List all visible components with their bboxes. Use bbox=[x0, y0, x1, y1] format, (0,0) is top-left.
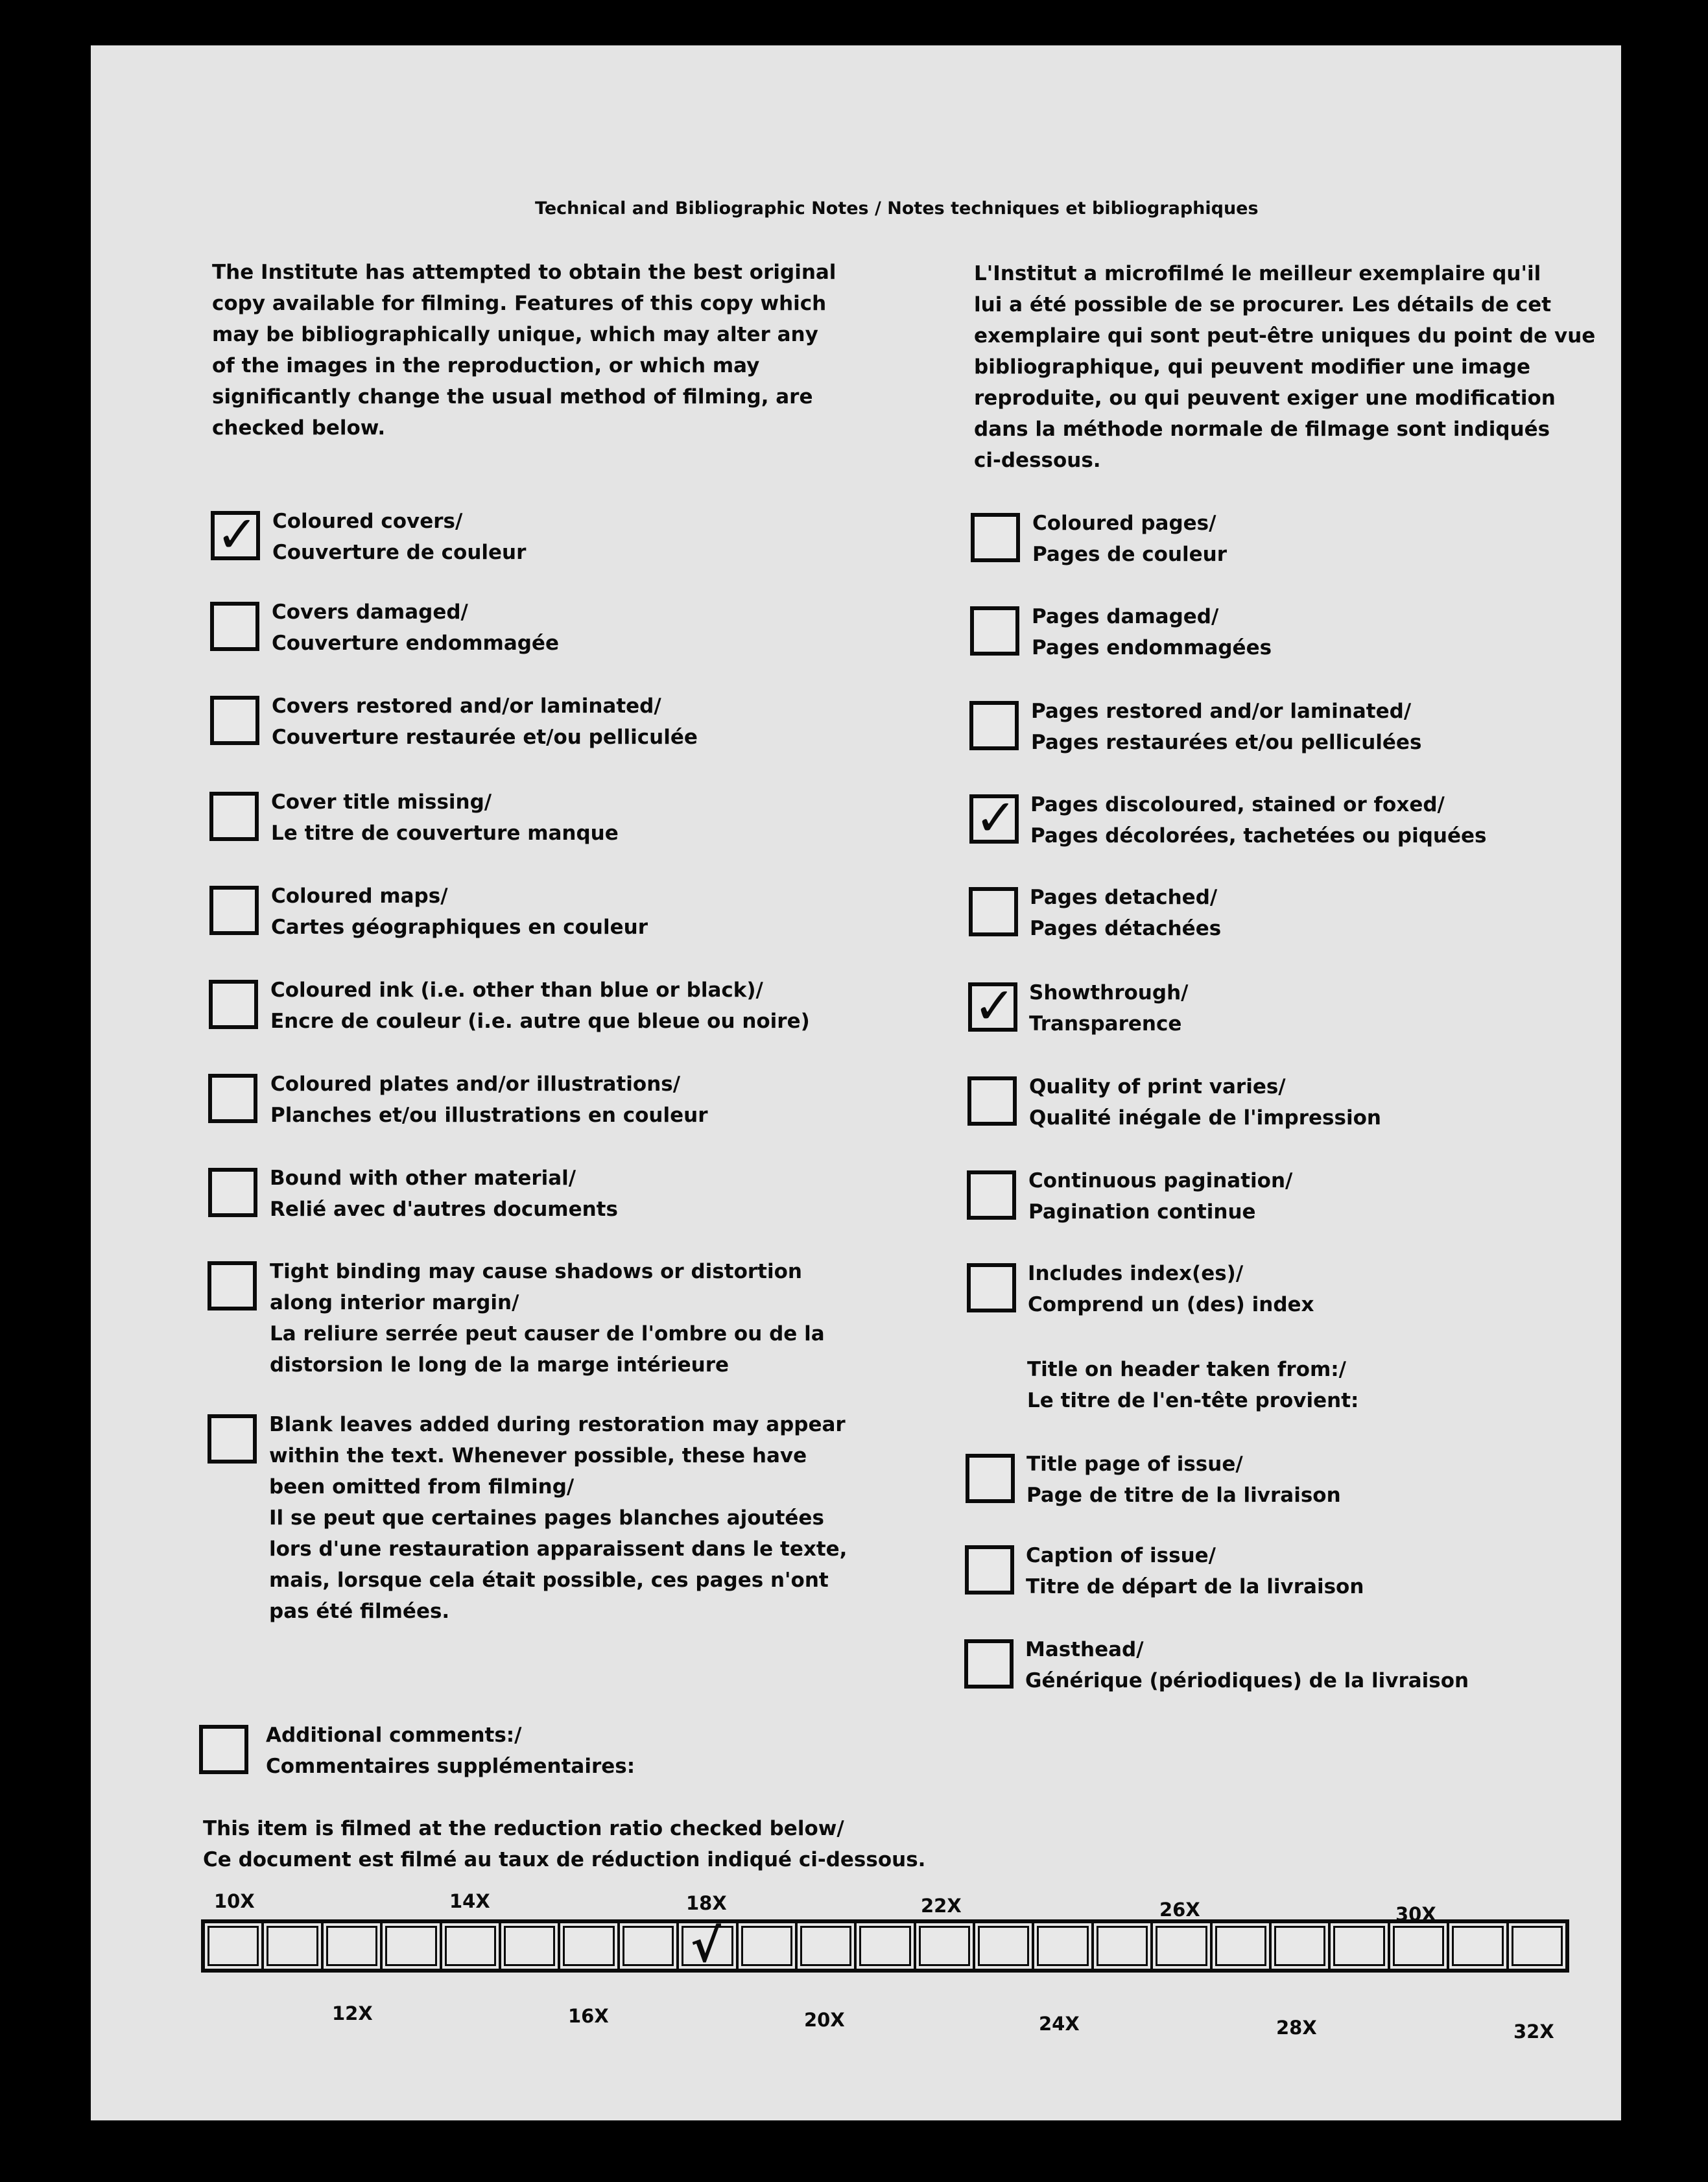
right-item-label bbox=[1026, 1540, 1364, 1602]
ratio-cell[interactable] bbox=[854, 1923, 913, 1969]
checkmark-icon: ✓ bbox=[973, 977, 1016, 1036]
right-item-label-line: Pages détachées bbox=[1030, 917, 1222, 940]
left-item-label-line: Covers restored and/or laminated/ bbox=[272, 694, 661, 718]
ratio-cell-outline bbox=[504, 1926, 555, 1966]
ratio-cell[interactable] bbox=[617, 1923, 676, 1969]
right-item-checkbox[interactable] bbox=[966, 1454, 1015, 1503]
intro-french bbox=[974, 258, 1595, 476]
left-item-label bbox=[270, 1163, 618, 1225]
intro-line: L'Institut a microfilmé le meilleur exemplaire qu'il bbox=[974, 262, 1541, 285]
ratio-label-bottom: 28X bbox=[1276, 2017, 1317, 2039]
left-item-checkbox[interactable] bbox=[208, 1168, 257, 1217]
ratio-label-top: 30X bbox=[1395, 1903, 1436, 1925]
right-item-checkbox[interactable] bbox=[967, 1076, 1017, 1126]
right-item-label bbox=[1032, 508, 1227, 570]
left-item-label-line: Couverture restaurée et/ou pelliculée bbox=[272, 726, 698, 749]
left-item-label-line: distorsion le long de la marge intérieure bbox=[270, 1353, 729, 1377]
right-item-label bbox=[1029, 1071, 1381, 1133]
additional-comments-checkbox[interactable] bbox=[199, 1725, 248, 1774]
left-item-label bbox=[272, 597, 559, 659]
left-item-label-line: Le titre de couverture manque bbox=[271, 822, 619, 845]
intro-line: copy available for filming. Features of this copy which bbox=[212, 292, 827, 315]
right-item-label bbox=[1025, 1634, 1469, 1696]
ratio-cell[interactable] bbox=[440, 1923, 499, 1969]
ratio-cell[interactable] bbox=[261, 1923, 320, 1969]
ratio-cell-outline bbox=[1333, 1926, 1384, 1966]
ratio-cell[interactable] bbox=[1091, 1923, 1150, 1969]
right-item-label-line: Showthrough/ bbox=[1029, 981, 1189, 1004]
ratio-label-bottom: 24X bbox=[1039, 2013, 1080, 2035]
additional-comments-label-line: Additional comments:/ bbox=[266, 1724, 522, 1747]
right-item-checkbox[interactable] bbox=[970, 606, 1019, 656]
intro-line: may be bibliographically unique, which may alter any bbox=[212, 323, 818, 346]
left-item-label-line: Relié avec d'autres documents bbox=[270, 1198, 618, 1221]
left-item-checkbox[interactable] bbox=[209, 886, 259, 935]
left-item-checkbox[interactable] bbox=[210, 696, 259, 745]
right-item-label-line: Pages detached/ bbox=[1030, 886, 1218, 909]
ratio-cell[interactable] bbox=[973, 1923, 1032, 1969]
right-item-checkbox[interactable] bbox=[967, 1170, 1016, 1220]
right-item-label-line: Comprend un (des) index bbox=[1028, 1293, 1314, 1316]
left-item-label-line: Covers damaged/ bbox=[272, 600, 468, 624]
ratio-label-bottom: 12X bbox=[332, 2002, 373, 2024]
right-item-checkbox[interactable] bbox=[967, 1263, 1016, 1312]
ratio-label-bottom: 20X bbox=[804, 2009, 845, 2031]
right-item-label-line: Générique (périodiques) de la livraison bbox=[1025, 1669, 1469, 1692]
additional-comments-label-line: Commentaires supplémentaires: bbox=[266, 1755, 635, 1778]
left-item-label-line: Coloured maps/ bbox=[271, 884, 448, 908]
intro-line: lui a été possible de se procurer. Les détails de cet bbox=[974, 293, 1552, 316]
right-item-label-line: Pages restaurées et/ou pelliculées bbox=[1031, 731, 1422, 754]
left-item-label-line: Bound with other material/ bbox=[270, 1167, 576, 1190]
left-item-label bbox=[271, 881, 648, 943]
ratio-cell[interactable] bbox=[499, 1923, 558, 1969]
right-item-label-line: Pagination continue bbox=[1028, 1200, 1256, 1224]
ratio-cell-outline bbox=[563, 1926, 614, 1966]
ratio-cell[interactable] bbox=[558, 1923, 617, 1969]
reduction-instructions bbox=[203, 1813, 925, 1875]
right-item-label-line: Pages damaged/ bbox=[1032, 605, 1219, 628]
left-item-label-line: Encre de couleur (i.e. autre que bleue ou noire) bbox=[270, 1010, 810, 1033]
left-item-label-line: within the text. Whenever possible, these have bbox=[269, 1444, 807, 1467]
intro-line: The Institute has attempted to obtain the best original bbox=[212, 261, 836, 284]
left-item-label bbox=[269, 1409, 847, 1627]
additional-comments-label bbox=[266, 1720, 635, 1782]
right-item-checkbox[interactable] bbox=[971, 513, 1020, 562]
right-item-label-line: Includes index(es)/ bbox=[1028, 1262, 1244, 1285]
ratio-cell[interactable] bbox=[914, 1923, 973, 1969]
left-item-label-line: Tight binding may cause shadows or distortion bbox=[270, 1260, 802, 1283]
ratio-cell-outline bbox=[1037, 1926, 1088, 1966]
right-item-label-line: Pages discoloured, stained or foxed/ bbox=[1030, 793, 1445, 816]
left-item-label-line: Cartes géographiques en couleur bbox=[271, 916, 648, 939]
intro-line: exemplaire qui sont peut-être uniques du point de vue bbox=[974, 324, 1596, 348]
right-item-label-line: Caption of issue/ bbox=[1026, 1544, 1216, 1567]
right-item-label bbox=[1026, 1449, 1341, 1511]
right-item-label-line: Pages endommagées bbox=[1032, 636, 1272, 659]
right-item-label-line: Quality of print varies/ bbox=[1029, 1075, 1286, 1098]
left-item-checkbox[interactable] bbox=[209, 980, 258, 1029]
ratio-cell-outline bbox=[1274, 1926, 1325, 1966]
ratio-cell-outline bbox=[623, 1926, 674, 1966]
ratio-cell-outline bbox=[741, 1926, 792, 1966]
left-item-label bbox=[270, 1256, 825, 1381]
ratio-cell[interactable] bbox=[1210, 1923, 1269, 1969]
right-item-label-line: Coloured pages/ bbox=[1032, 512, 1216, 535]
scan-border bbox=[1621, 45, 1705, 2120]
left-item-label-line: Couverture de couleur bbox=[272, 541, 527, 564]
ratio-cell-outline bbox=[859, 1926, 910, 1966]
left-item-label bbox=[272, 691, 698, 753]
ratio-cell[interactable] bbox=[1388, 1923, 1447, 1969]
right-item-label-line: Title on header taken from:/ bbox=[1027, 1358, 1347, 1381]
right-item-label-line: Pages décolorées, tachetées ou piquées bbox=[1030, 824, 1487, 848]
intro-line: bibliographique, qui peuvent modifier une image bbox=[974, 355, 1531, 379]
left-item-label-line: lors d'une restauration apparaissent dans le texte, bbox=[269, 1537, 848, 1561]
right-item-checkbox[interactable] bbox=[969, 701, 1019, 750]
ratio-cell-outline bbox=[326, 1926, 377, 1966]
left-item-checkbox[interactable] bbox=[208, 1074, 257, 1123]
right-item-label-line: Page de titre de la livraison bbox=[1026, 1484, 1341, 1507]
ratio-label-top: 14X bbox=[449, 1890, 490, 1912]
left-item-label bbox=[271, 787, 619, 849]
left-item-label-line: been omitted from filming/ bbox=[269, 1475, 575, 1499]
ratio-label-top: 18X bbox=[686, 1892, 727, 1914]
intro-line: checked below. bbox=[212, 416, 386, 440]
left-item-checkbox[interactable] bbox=[209, 792, 259, 841]
ratio-cell-outline bbox=[267, 1926, 318, 1966]
left-item-label-line: Cover title missing/ bbox=[271, 790, 492, 814]
reduction-ratio-grid bbox=[201, 1919, 1569, 1973]
right-item-label-line: Pages restored and/or laminated/ bbox=[1031, 700, 1412, 723]
page-title: Technical and Bibliographic Notes / Notes techniques et bibliographiques bbox=[535, 198, 1259, 219]
intro-line: of the images in the reproduction, or which may bbox=[212, 354, 760, 377]
ratio-cell-outline bbox=[208, 1926, 259, 1966]
ratio-cell-outline bbox=[978, 1926, 1029, 1966]
ratio-cell[interactable] bbox=[1506, 1923, 1565, 1969]
ratio-cell[interactable] bbox=[380, 1923, 439, 1969]
ratio-cell[interactable] bbox=[736, 1923, 795, 1969]
ratio-label-top: 26X bbox=[1159, 1899, 1200, 1921]
left-item-label-line: La reliure serrée peut causer de l'ombre ou de la bbox=[270, 1322, 825, 1346]
right-item-label bbox=[1030, 789, 1487, 851]
right-item-label-line: Transparence bbox=[1029, 1012, 1182, 1036]
ratio-cell-outline bbox=[800, 1926, 851, 1966]
ratio-cell-outline bbox=[1156, 1926, 1207, 1966]
right-item-label bbox=[1029, 977, 1188, 1039]
ratio-cell-outline bbox=[1097, 1926, 1148, 1966]
left-item-label-line: Coloured covers/ bbox=[272, 510, 463, 533]
ratio-label-top: 22X bbox=[921, 1895, 962, 1917]
right-item-checkbox[interactable] bbox=[969, 887, 1018, 936]
ratio-cell[interactable] bbox=[1150, 1923, 1209, 1969]
intro-english bbox=[212, 257, 836, 444]
left-item-label bbox=[270, 1069, 708, 1131]
ratio-cell[interactable] bbox=[1032, 1923, 1091, 1969]
right-item-label bbox=[1032, 601, 1272, 663]
ratio-cell-outline bbox=[1393, 1926, 1444, 1966]
checkmark-icon: ✓ bbox=[216, 506, 259, 564]
intro-line: dans la méthode normale de filmage sont indiqués bbox=[974, 418, 1550, 441]
checkmark-icon: ✓ bbox=[975, 789, 1017, 848]
left-item-label bbox=[272, 506, 526, 568]
left-item-label-line: Planches et/ou illustrations en couleur bbox=[270, 1104, 708, 1127]
left-item-label-line: Coloured ink (i.e. other than blue or black)/ bbox=[270, 978, 763, 1002]
right-item-checkbox[interactable] bbox=[964, 1639, 1014, 1689]
left-item-checkbox[interactable] bbox=[208, 1414, 257, 1464]
left-item-label-line: pas été filmées. bbox=[269, 1600, 450, 1623]
ratio-cell[interactable] bbox=[795, 1923, 854, 1969]
checkmark-icon: √ bbox=[691, 1919, 721, 1973]
ratio-label-top: 10X bbox=[214, 1890, 255, 1912]
intro-line: ci-dessous. bbox=[974, 449, 1101, 472]
left-item-label-line: along interior margin/ bbox=[270, 1291, 519, 1314]
ratio-cell-outline bbox=[445, 1926, 496, 1966]
intro-line: significantly change the usual method of filming, are bbox=[212, 385, 813, 409]
reduction-line: This item is filmed at the reduction ratio checked below/ bbox=[203, 1817, 844, 1840]
right-item-label bbox=[1028, 1258, 1314, 1320]
right-item-checkbox[interactable] bbox=[965, 1545, 1014, 1595]
left-item-label-line: Coloured plates and/or illustrations/ bbox=[270, 1073, 681, 1096]
right-item-label-line: Titre de départ de la livraison bbox=[1026, 1575, 1364, 1598]
right-item-label-line: Pages de couleur bbox=[1032, 543, 1228, 566]
left-item-label-line: Couverture endommagée bbox=[272, 632, 559, 655]
ratio-cell-outline bbox=[919, 1926, 970, 1966]
left-item-label-line: Il se peut que certaines pages blanches ajoutées bbox=[269, 1506, 824, 1530]
ratio-cell[interactable] bbox=[676, 1919, 735, 1973]
ratio-cell[interactable] bbox=[205, 1923, 261, 1969]
ratio-cell-outline bbox=[385, 1926, 436, 1966]
ratio-cell[interactable] bbox=[1447, 1923, 1506, 1969]
right-item-label bbox=[1028, 1165, 1292, 1227]
right-item-label-line: Continuous pagination/ bbox=[1028, 1169, 1293, 1192]
right-item-label-line: Qualité inégale de l'impression bbox=[1029, 1106, 1381, 1130]
intro-line: reproduite, ou qui peuvent exiger une modification bbox=[974, 386, 1556, 410]
ratio-cell-outline bbox=[1215, 1926, 1266, 1966]
left-item-checkbox[interactable] bbox=[208, 1261, 257, 1310]
ratio-label-bottom: 32X bbox=[1513, 2021, 1554, 2043]
right-item-label bbox=[1030, 882, 1221, 944]
right-item-label-line: Masthead/ bbox=[1025, 1638, 1144, 1661]
left-item-label bbox=[270, 975, 810, 1037]
right-item-label bbox=[1031, 696, 1421, 758]
left-item-label-line: Blank leaves added during restoration may appear bbox=[269, 1413, 846, 1436]
ratio-cell[interactable] bbox=[321, 1923, 380, 1969]
right-item-label-line: Title page of issue/ bbox=[1026, 1453, 1243, 1476]
ratio-cell-outline bbox=[1452, 1926, 1503, 1966]
ratio-label-bottom: 16X bbox=[568, 2005, 609, 2027]
ratio-cell-outline bbox=[1512, 1926, 1563, 1966]
ratio-cell[interactable] bbox=[1328, 1923, 1387, 1969]
right-item-label-line: Le titre de l'en-tête provient: bbox=[1027, 1389, 1359, 1412]
left-item-label-line: mais, lorsque cela était possible, ces pages n'ont bbox=[269, 1569, 829, 1592]
reduction-line: Ce document est filmé au taux de réduction indiqué ci-dessous. bbox=[203, 1848, 926, 1871]
left-item-checkbox[interactable] bbox=[210, 602, 259, 651]
right-item-label bbox=[1027, 1354, 1358, 1416]
ratio-cell[interactable] bbox=[1269, 1923, 1328, 1969]
